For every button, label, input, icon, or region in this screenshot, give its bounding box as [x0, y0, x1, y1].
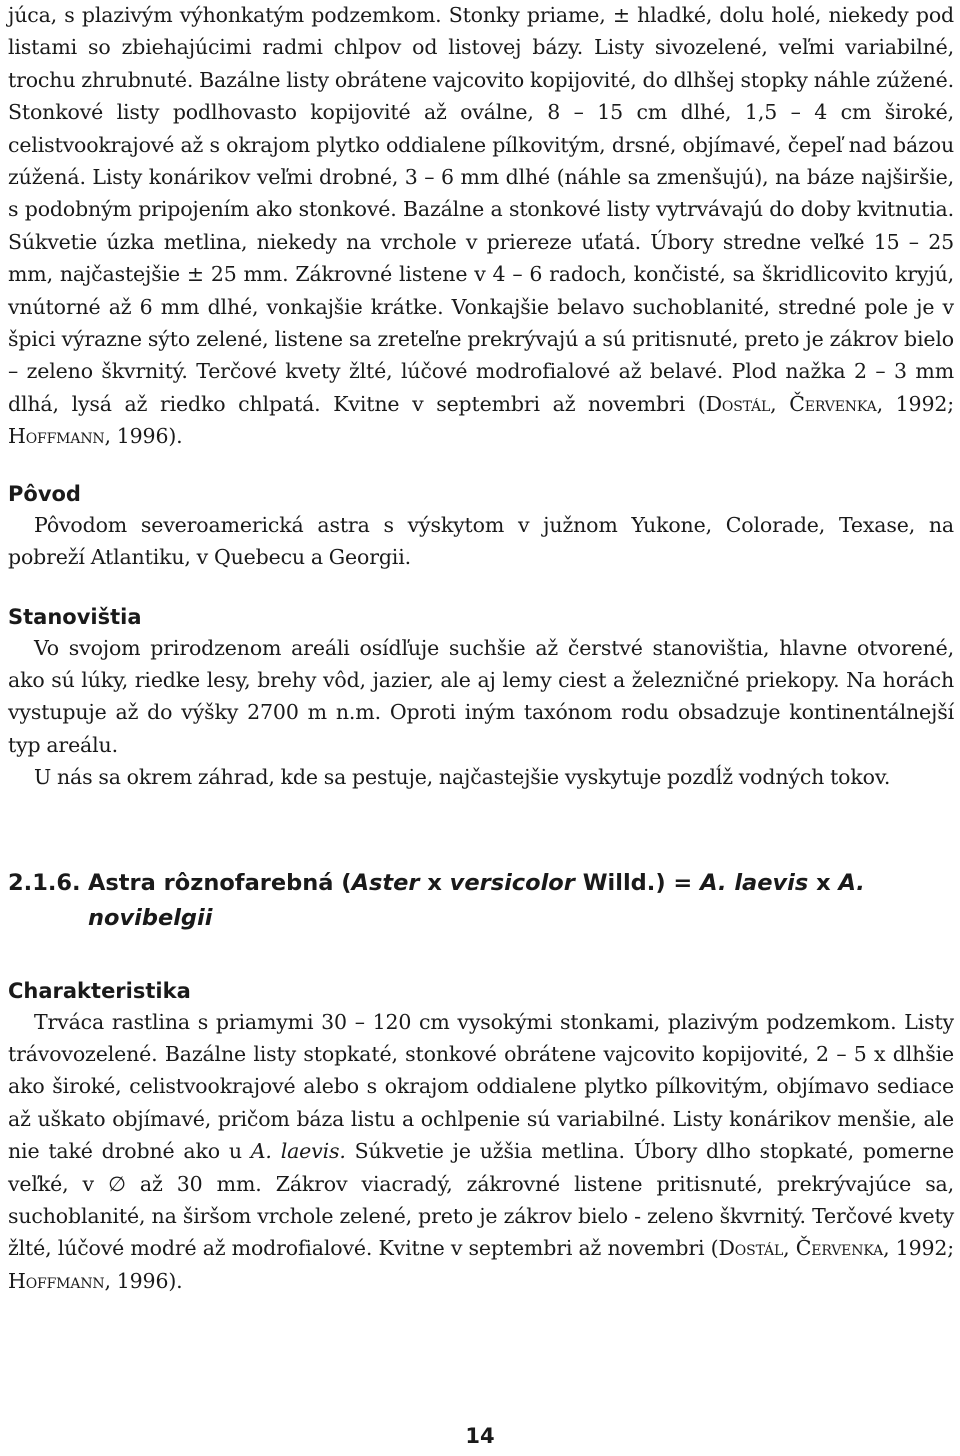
heading-povod: Pôvod — [8, 481, 81, 506]
section-number: 2.1.6. — [8, 869, 81, 896]
intro-paragraph — [8, 0, 954, 453]
stanovistia-paragraph-2: U nás sa okrem záhrad, kde sa pestuje, najčastejšie vyskytuje pozdĺž vodných tokov. — [34, 765, 891, 790]
char-text: Súkvetie je užšia metlina. Úbory dlho stopkaté, pomerne veľké, v ∅ až 30 mm. Zákrov viacradý, zákrovné listene pritisnuté, prekrývajúce sa, suchoblanité, na širšom vrchole zelené, preto je zákrov bielo - zeleno škvrnitý. Terčové kvety žlté, lúčové modré až modrofialové. Kvitne v septembri až novembri ( — [8, 1139, 954, 1261]
separator: , 1992; — [883, 1236, 954, 1261]
char-species-ref: A. laevis. — [250, 1139, 346, 1164]
author-hoffmann: Hoffmann — [8, 1268, 105, 1293]
page-number: 14 — [465, 1424, 495, 1448]
section-title — [8, 866, 954, 936]
title-part: Willd.) = — [574, 869, 701, 896]
author-dostal: Dostál — [705, 391, 771, 416]
title-part: Astra rôznofarebná ( — [88, 869, 352, 896]
author-dostal: Dostál — [718, 1236, 784, 1261]
citation-end: , 1996). — [104, 1268, 183, 1293]
title-part: x — [808, 869, 839, 896]
povod-paragraph: Pôvodom severoamerická astra s výskytom v južnom Yukone, Colorade, Texase, na pobreží Atlantiku, v Quebecu a Georgii. — [8, 512, 954, 570]
intro-text: júca, s plazivým výhonkatým podzemkom. Stonky priame, ± hladké, dolu holé, niekedy pod listami so zbiehajúcimi radmi chlpov od listovej bázy. Listy sivozelené, veľmi variabilné, trochu zhrubnuté. Bazálne listy obrátene vajcovito kopijovité, do dlhšej stopky náhle zúžené. Stonkové listy podlhovasto kopijovité až oválne, 8 – 15 cm dlhé, 1,5 – 4 cm široké, celistvookrajové až s okrajom plytko oddialene pílkovitým, drsné, objímavé, čepeľ nad bázou zúžená. Listy konárikov veľmi drobné, 3 – 6 mm dlhé (náhle sa zmenšujú), na báze najširšie, s podobným pripojením ako stonkové. Bazálne a stonkové listy vytrvávajú do doby kvitnutia. Súkvetie úzka metlina, niekedy na vrchole v priereze uťatá. Úbory stredne veľké 15 – 25 mm, najčastejšie ± 25 mm. Zákrovné listene v 4 – 6 radoch, končisté, sa škridlicovito kryjú, vnútorné až 6 mm dlhé, vonkajšie krátke. Vonkajšie belavo suchoblanité, stredné pole je v špici výrazne sýto zelené, listene sa zreteľne prekrývajú a sú pritisnuté, preto je zákrov bielo – zeleno škvrnitý. Terčové kvety žlté, lúčové modrofialové až belavé. Plod nažka 2 – 3 mm dlhá, lysá až riedko chlpatá. Kvitne v septembri až novembri ( — [8, 3, 954, 416]
title-parent-2: A. novibelgii — [88, 869, 865, 931]
heading-stanovistia: Stanovištia — [8, 604, 142, 629]
char-text: Trváca rastlina s priamymi 30 – 120 cm vysokými stonkami, plazivým podzemkom. Listy trávovozelené. Bazálne listy stopkaté, stonkové obrátene vajcovito kopijovité, 2 – 5 x dlhšie ako široké, celistvookrajové alebo s okrajom oddialene plytko pílkovitým, objímavo sediace až uškato objímavé, pričom báza listu a ochlpenie sú variabilné. Listy konárikov menšie, ale nie také drobné ako u — [8, 1009, 954, 1164]
title-part: x — [419, 869, 450, 896]
title-species: versicolor — [449, 869, 575, 896]
author-hoffmann: Hoffmann — [8, 424, 105, 449]
separator: , — [783, 1236, 796, 1261]
title-parent-1: A. laevis — [700, 869, 809, 896]
title-genus: Aster — [351, 869, 420, 896]
citation-end: , 1996). — [104, 424, 183, 449]
heading-charakteristika: Charakteristika — [8, 978, 191, 1003]
author-cervenka: Červenka — [789, 391, 877, 416]
author-cervenka: Červenka — [795, 1236, 884, 1261]
document-page — [8, 0, 954, 1297]
separator: , — [770, 391, 790, 416]
charakteristika-paragraph — [8, 1006, 954, 1298]
separator: , 1992; — [876, 391, 954, 416]
stanovistia-paragraph-1: Vo svojom prirodzenom areáli osídľuje suchšie až čerstvé stanovištia, hlavne otvorené, ako sú lúky, riedke lesy, brehy vôd, jazier, ale aj lemy ciest a železničné priekopy. Na horách vystupuje až do výšky 2700 m n.m. Oproti iným taxónom rodu obsadzuje kontinentálnejší typ areálu. — [8, 635, 954, 757]
